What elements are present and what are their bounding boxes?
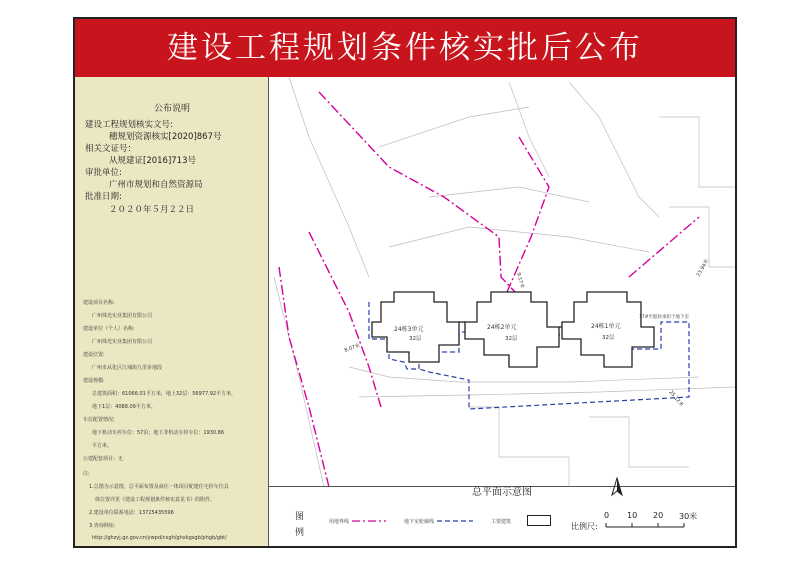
detail-line: 2.建设单位联系电话：13725435596	[89, 510, 174, 516]
context-line	[509, 82, 549, 177]
label-unit-3: 24栋3单元	[394, 326, 424, 333]
label-unit-1: 24栋1单元	[591, 323, 621, 330]
site-plan-drawing	[269, 77, 735, 487]
legend	[269, 501, 735, 546]
detail-line: 建设单位（个人）名称:	[83, 326, 135, 332]
notice-panel	[75, 77, 269, 546]
notice-line: 相关文证号：	[85, 144, 137, 154]
label-road-top: 9.17米	[515, 271, 526, 290]
context-line	[379, 107, 529, 147]
context-line	[429, 187, 589, 202]
detail-line: 广州珠光实业集团有限公司	[92, 339, 153, 345]
legend-site-line-swatch	[352, 518, 386, 524]
site-boundary-line	[319, 92, 515, 292]
site-boundary-line	[309, 232, 381, 407]
detail-line: 注:	[83, 471, 90, 477]
scale-prefix: 比例尺:	[571, 522, 598, 531]
label-note: 17#至船轨承担于地下室	[639, 315, 689, 320]
site-plan-caption: 总平面示意图	[472, 487, 532, 498]
context-line	[569, 82, 659, 217]
site-boundary-line	[507, 137, 549, 292]
notice-line: 审批单位:	[85, 168, 122, 178]
north-arrow-icon	[609, 477, 625, 499]
detail-line: 公建配套项目：无	[83, 456, 124, 462]
detail-line: 地下1层：4088.09平方米。	[92, 404, 156, 410]
label-road-left: 8.07米	[343, 342, 361, 354]
label-floors-3: 32层	[409, 336, 422, 342]
detail-line: 体位置详见《建设工程规划条件核实意见书》的附件。	[95, 497, 216, 503]
context-line	[289, 77, 369, 277]
notice-line: 从规建证[2016]713号	[109, 156, 196, 166]
context-line	[469, 407, 569, 487]
scale-tick: 20	[653, 511, 664, 520]
notice-line: 广州市规划和自然资源局	[109, 180, 203, 190]
context-line	[349, 367, 699, 382]
detail-line: 建设项目名称:	[83, 300, 115, 306]
notice-board	[73, 17, 737, 548]
scale-tick: 0	[604, 511, 610, 520]
site-boundary-line	[279, 267, 329, 487]
label-road-right: 23.94米	[695, 258, 711, 278]
site-boundary-line	[629, 217, 699, 277]
detail-line: 建设规模:	[83, 378, 105, 384]
detail-line: 广州珠光实业集团有限公司	[92, 313, 153, 319]
site-boundary	[279, 92, 699, 487]
scale-tick: 30米	[679, 512, 698, 521]
context-line	[389, 227, 649, 252]
legend-basement-line-label: 地下室轮廓线	[404, 519, 435, 525]
notice-line: 批准日期:	[85, 192, 122, 202]
detail-line: 3.查询网址:	[89, 523, 116, 529]
detail-line: 平方米。	[92, 443, 113, 449]
detail-line: 总建筑面积：61066.01平方米，地上32层：56977.92平方米，	[92, 391, 237, 397]
notice-line: 穗规划资源核实[2020]867号	[109, 132, 222, 142]
legend-building-label: 主要建筑	[491, 519, 512, 525]
legend-label-bottom: 例	[295, 528, 305, 538]
legend-building-swatch	[527, 515, 551, 526]
notice-heading: 公布说明	[153, 104, 190, 114]
context-line	[274, 277, 324, 487]
label-floors-2: 32层	[505, 336, 518, 342]
legend-label-top: 图	[295, 512, 305, 522]
legend-site-line-label: 用地界线	[329, 519, 350, 525]
banner-title: 建设工程规划条件核实批后公布	[75, 19, 735, 77]
detail-line: 建设位置:	[83, 352, 105, 358]
site-plan-map	[269, 77, 735, 487]
scale-tick: 10	[627, 511, 638, 520]
detail-line: 广州市从化区江埔街九里步地段	[92, 365, 163, 371]
detail-line: 地下机动车停车位：57泊；地下非机动车停车位：1930.86	[92, 430, 225, 436]
label-road-bottom: 25.12米	[667, 389, 685, 409]
legend-basement-line-swatch	[437, 518, 473, 524]
notice-line: ２０２０年５月２２日	[109, 205, 195, 215]
context-line	[589, 417, 689, 467]
detail-line: http://ghzyj.gz.gov.cn/ywpd/cxgh/ghxkgsgb/phgb/gbt/	[92, 535, 227, 541]
label-unit-2: 24栋2单元	[487, 324, 517, 331]
label-floors-1: 32层	[602, 335, 615, 341]
detail-line: 1.总图为示意图，总平面布置及商住一体项目配建住宅停车位具	[89, 484, 229, 490]
context-line	[659, 117, 735, 187]
context-line	[359, 387, 735, 397]
notice-line: 建设工程规划核实文号:	[85, 120, 173, 130]
context-line	[669, 207, 735, 267]
context-lines	[274, 77, 735, 487]
detail-line: 车位配置情况:	[83, 417, 115, 423]
